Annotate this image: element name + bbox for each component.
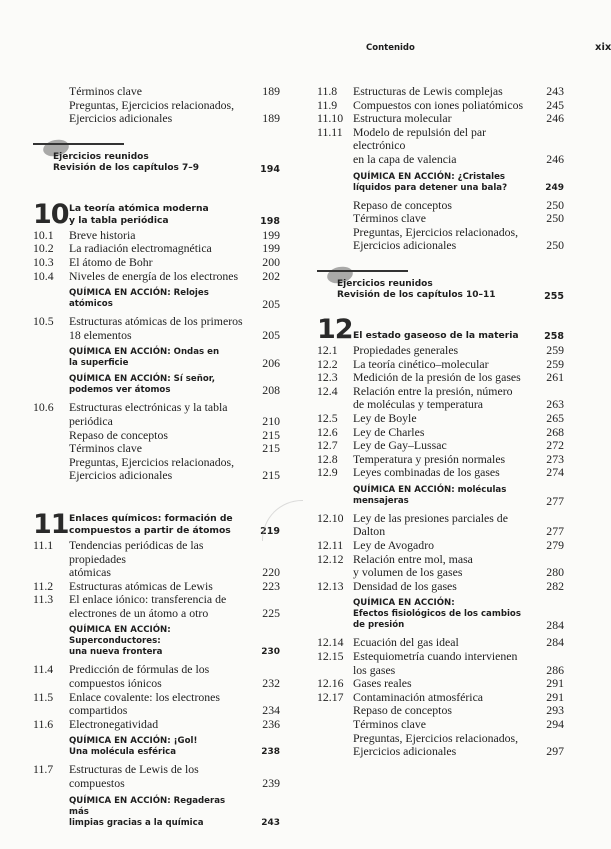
chapter-title — [69, 513, 246, 537]
toc-entry[interactable] — [317, 636, 564, 650]
entry-title: Ejercicios adicionales — [69, 468, 173, 483]
section-number: 11.9 — [317, 97, 338, 112]
page-number: 243 — [546, 84, 564, 98]
entry-title: Términos clave — [353, 717, 427, 731]
toc-entry[interactable] — [317, 539, 564, 553]
feature-title-line2: la superficie — [69, 358, 129, 369]
page-number: 273 — [546, 451, 564, 466]
toc-entry[interactable] — [317, 466, 564, 480]
entry-title: Preguntas, Ejercicios relacionados, — [353, 224, 519, 239]
entry-title: Repaso de conceptos — [69, 427, 168, 442]
page-number: 245 — [546, 97, 564, 112]
feature-title-line1: ¡Gol! — [170, 736, 198, 747]
section-number: 11.2 — [33, 578, 54, 593]
toc-entry[interactable] — [33, 329, 280, 343]
entry-title: Electronegatividad — [69, 716, 159, 731]
toc-entry[interactable] — [33, 229, 280, 243]
entry-title: compartidos — [69, 703, 128, 718]
page-number: 220 — [262, 565, 280, 580]
toc-entry[interactable] — [317, 126, 564, 153]
page-number: 246 — [546, 151, 564, 166]
toc-entry[interactable] — [33, 85, 280, 99]
heading-rule — [317, 270, 408, 272]
review-title-line2: Revisión de los capítulos 10–11 — [337, 290, 496, 301]
chapter-title-line1: Enlaces químicos: formación de — [69, 512, 233, 524]
page-number: 238 — [261, 747, 280, 758]
toc-entry[interactable] — [33, 704, 280, 718]
chapter-number: 12 — [317, 313, 353, 345]
page-number: 277 — [546, 493, 564, 508]
entry-title: Relación entre la presión, número — [353, 383, 513, 398]
entry-title: Ley de Charles — [353, 424, 425, 439]
section-number: 10.6 — [33, 400, 54, 415]
feature-title-line2: atómicos — [69, 299, 113, 310]
toc-entry[interactable] — [33, 469, 280, 483]
entry-title: Ecuación del gas ideal — [353, 635, 459, 650]
entry-title: Densidad de los gases — [353, 578, 457, 593]
entry-title: El enlace iónico: transferencia de — [69, 592, 227, 607]
chapter-title — [69, 203, 246, 227]
page-number: 277 — [546, 524, 564, 539]
toc-entry[interactable] — [317, 704, 564, 718]
page-number: 250 — [546, 238, 564, 253]
toc-entry[interactable] — [33, 677, 280, 691]
toc-entry[interactable] — [317, 650, 564, 664]
page-number: 293 — [546, 703, 564, 718]
section-number: 11.4 — [33, 662, 54, 677]
quimica-en-accion-entry[interactable] — [33, 374, 280, 396]
page-number: 198 — [260, 215, 280, 227]
feature-label: QUÍMICA EN ACCIÓN: — [69, 795, 171, 806]
feature-label: QUÍMICA EN ACCIÓN: — [69, 625, 171, 636]
page-number: 199 — [262, 227, 280, 242]
quimica-en-accion-entry[interactable] — [317, 598, 564, 631]
feature-title-line2: una nueva frontera — [69, 647, 163, 658]
section-number: 11.5 — [33, 689, 54, 704]
toc-entry[interactable] — [317, 512, 564, 539]
toc-entry[interactable] — [33, 315, 280, 329]
entry-title: Gases reales — [353, 676, 412, 691]
feature-label: QUÍMICA EN ACCIÓN: — [353, 598, 455, 609]
quimica-en-accion-entry[interactable] — [33, 625, 280, 658]
toc-entry[interactable] — [317, 553, 564, 567]
entry-title: Términos clave — [69, 84, 143, 98]
entry-title: Estructura molecular — [353, 111, 452, 126]
quimica-en-accion-entry[interactable] — [33, 796, 280, 829]
section-number: 12.11 — [317, 538, 344, 553]
toc-entry[interactable] — [33, 256, 280, 270]
page-number: 268 — [546, 424, 564, 439]
section-number: 11.3 — [33, 592, 54, 607]
feature-label: QUÍMICA EN ACCIÓN: — [69, 347, 171, 358]
section-number: 10.3 — [33, 254, 54, 269]
page-number: 189 — [262, 84, 280, 98]
entry-title: Estructuras de Lewis complejas — [353, 84, 503, 98]
feature-label: QUÍMICA EN ACCIÓN: — [69, 374, 171, 385]
entry-title: Medición de la presión de los gases — [353, 370, 521, 385]
entry-title: 18 elementos — [69, 327, 132, 342]
feature-label: QUÍMICA EN ACCIÓN: — [69, 736, 171, 747]
toc-entry[interactable] — [317, 153, 564, 167]
page-number: 199 — [262, 241, 280, 256]
section-number: 12.15 — [317, 649, 344, 664]
feature-title — [353, 485, 530, 507]
entry-title: Enlace covalente: los electrones — [69, 689, 220, 704]
review-title-line1: Ejercicios reunidos — [53, 151, 149, 162]
entry-title: Estructuras atómicas de los primeros — [69, 314, 243, 329]
entry-title: La radiación electromagnética — [69, 241, 212, 256]
entry-title: Términos clave — [69, 441, 143, 456]
section-number: 10.5 — [33, 314, 54, 329]
entry-title: Ley de Gay–Lussac — [353, 438, 447, 453]
section-number: 12.10 — [317, 510, 344, 525]
section-number: 12.16 — [317, 676, 344, 691]
review-exercises-heading[interactable] — [33, 152, 280, 175]
review-title — [53, 152, 246, 175]
toc-entry[interactable] — [33, 580, 280, 594]
running-title: Contenido — [366, 43, 415, 53]
section-number: 11.1 — [33, 537, 54, 552]
page-number: 250 — [546, 197, 564, 212]
entry-title: electrones de un átomo a otro — [69, 605, 209, 620]
heading-rule — [33, 143, 124, 145]
page-number: 286 — [546, 662, 564, 677]
toc-entry[interactable] — [317, 212, 564, 226]
toc-entry[interactable] — [317, 344, 564, 358]
toc-entry[interactable] — [317, 677, 564, 691]
feature-title-line2: limpias gracias a la química — [69, 817, 204, 828]
entry-title: El átomo de Bohr — [69, 254, 153, 269]
feature-title — [69, 736, 246, 758]
page-number: 189 — [262, 111, 280, 126]
chapter-title-line2: El estado gaseoso de la materia — [353, 329, 519, 341]
section-number: 12.14 — [317, 635, 344, 650]
toc-entry[interactable] — [33, 593, 280, 607]
toc-entry[interactable] — [317, 99, 564, 113]
page-number: 261 — [546, 370, 564, 385]
entry-title: Niveles de energía de los electrones — [69, 268, 239, 283]
page-number: 225 — [262, 605, 280, 620]
toc-entry[interactable] — [33, 763, 280, 790]
toc-entry[interactable] — [317, 239, 564, 253]
feature-title — [69, 625, 246, 658]
toc-entry[interactable] — [33, 691, 280, 705]
toc-entry[interactable] — [33, 99, 280, 113]
feature-title — [69, 347, 246, 369]
section-number: 12.2 — [317, 356, 338, 371]
page-number: 230 — [261, 647, 280, 658]
toc-entry[interactable] — [33, 242, 280, 256]
feature-title — [69, 796, 246, 829]
chapter-heading[interactable] — [33, 198, 280, 230]
page-number: 234 — [262, 703, 280, 718]
page-number: 208 — [262, 383, 280, 398]
entry-title: Contaminación atmosférica — [353, 689, 484, 704]
toc-entry[interactable] — [33, 429, 280, 443]
feature-title-line2: de presión — [353, 620, 405, 631]
page-number: 215 — [262, 427, 280, 442]
section-number: 12.6 — [317, 424, 338, 439]
review-exercises-heading[interactable] — [317, 279, 564, 302]
toc-entry[interactable] — [317, 732, 564, 746]
feature-label: QUÍMICA EN ACCIÓN: — [353, 171, 455, 182]
toc-entry[interactable] — [317, 718, 564, 732]
entry-title: Repaso de conceptos — [353, 197, 452, 212]
toc-entry[interactable] — [33, 566, 280, 580]
toc-entry[interactable] — [33, 442, 280, 456]
toc-entry[interactable] — [317, 371, 564, 385]
toc-entry[interactable] — [317, 745, 564, 759]
section-number: 12.4 — [317, 383, 338, 398]
feature-title-line1: Superconductores: — [69, 636, 161, 647]
page-number: 255 — [544, 290, 564, 302]
feature-label: QUÍMICA EN ACCIÓN: — [353, 484, 455, 495]
feature-label: QUÍMICA EN ACCIÓN: — [69, 288, 171, 299]
page-number: 215 — [262, 441, 280, 456]
page-number: 205 — [262, 297, 280, 312]
toc-entry[interactable] — [33, 607, 280, 621]
quimica-en-accion-entry[interactable] — [33, 736, 280, 758]
page-number: 232 — [262, 676, 280, 691]
entry-title: Temperatura y presión normales — [353, 451, 506, 466]
page-number: 259 — [546, 356, 564, 371]
feature-title-line2: podemos ver átomos — [69, 385, 171, 396]
page-number: 239 — [262, 776, 280, 791]
entry-title: Estructuras atómicas de Lewis — [69, 578, 213, 593]
chapter-number: 11 — [33, 508, 69, 540]
page-number: 291 — [546, 689, 564, 704]
section-number: 12.7 — [317, 438, 338, 453]
section-number: 11.8 — [317, 84, 338, 98]
quimica-en-accion-entry[interactable] — [317, 485, 564, 507]
page-number: 284 — [546, 618, 564, 633]
toc-entry[interactable] — [33, 270, 280, 284]
quimica-en-accion-entry[interactable] — [33, 288, 280, 310]
entry-title: Estequiometría cuando intervienen — [353, 649, 518, 664]
entry-title: Estructuras electrónicas y la tabla — [69, 400, 228, 415]
toc-entry[interactable] — [317, 691, 564, 705]
entry-title: Relación entre mol, masa — [353, 551, 473, 566]
page-number: 258 — [544, 330, 564, 342]
toc-entry[interactable] — [317, 385, 564, 399]
running-header — [366, 42, 611, 57]
section-number: 11.11 — [317, 124, 343, 139]
section-number: 12.3 — [317, 370, 338, 385]
chapter-title — [353, 330, 530, 342]
toc-entry[interactable] — [317, 566, 564, 580]
entry-title: y volumen de los gases — [353, 565, 463, 580]
section-number: 11.7 — [33, 762, 54, 777]
page-number: 210 — [262, 413, 280, 428]
quimica-en-accion-entry[interactable] — [33, 347, 280, 369]
section-number: 10.1 — [33, 227, 54, 242]
page-number: 243 — [261, 817, 280, 828]
entry-title: Tendencias periódicas de las propiedades — [69, 537, 204, 566]
page-number: 206 — [262, 356, 280, 371]
section-number: 11.6 — [33, 716, 54, 731]
toc-entry[interactable] — [317, 199, 564, 213]
feature-title — [69, 374, 246, 396]
entry-title: Preguntas, Ejercicios relacionados, — [69, 454, 235, 469]
page-number: 200 — [262, 254, 280, 269]
page-number: 250 — [546, 211, 564, 226]
page-number: 265 — [546, 410, 564, 425]
review-title — [337, 279, 530, 302]
toc-entry[interactable] — [33, 401, 280, 415]
toc-entry[interactable] — [317, 112, 564, 126]
page-number: 202 — [262, 268, 280, 283]
toc-column-left — [33, 85, 280, 834]
page-number: 236 — [262, 716, 280, 731]
page-number: 263 — [546, 397, 564, 412]
page-number: 205 — [262, 327, 280, 342]
toc-entry[interactable] — [33, 718, 280, 732]
toc-entry[interactable] — [317, 358, 564, 372]
page-number: 297 — [546, 744, 564, 759]
review-title-line2: Revisión de los capítulos 7–9 — [53, 163, 200, 174]
entry-title: Preguntas, Ejercicios relacionados, — [353, 730, 519, 745]
feature-title-line2: Una molécula esférica — [69, 747, 177, 758]
entry-title: atómicas — [69, 565, 111, 580]
feature-title — [353, 598, 530, 631]
entry-title: en la capa de valencia — [353, 151, 457, 166]
entry-title: Estructuras de Lewis de los compuestos — [69, 762, 199, 791]
quimica-en-accion-entry[interactable] — [317, 172, 564, 194]
toc-entry[interactable] — [317, 439, 564, 453]
entry-title: Predicción de fórmulas de los — [69, 662, 210, 677]
entry-title: Preguntas, Ejercicios relacionados, — [69, 97, 235, 112]
toc-entry[interactable] — [317, 664, 564, 678]
page-number: 259 — [546, 342, 564, 357]
entry-title: Ley de Boyle — [353, 410, 417, 425]
toc-entry[interactable] — [317, 453, 564, 467]
entry-title: Propiedades generales — [353, 342, 459, 357]
page-number: 291 — [546, 676, 564, 691]
page-number: 284 — [546, 635, 564, 650]
chapter-heading[interactable] — [33, 508, 280, 540]
entry-title: Ley de las presiones parciales de Dalton — [353, 510, 508, 539]
section-number: 12.8 — [317, 451, 338, 466]
page-folio: xix — [595, 42, 611, 53]
feature-title-line1: Efectos fisiológicos de los cambios — [353, 609, 521, 620]
entry-title: de moléculas y temperatura — [353, 397, 484, 412]
entry-title: periódica — [69, 413, 113, 428]
section-number: 10.2 — [33, 241, 54, 256]
toc-entry[interactable] — [33, 663, 280, 677]
page-number: 294 — [546, 717, 564, 731]
entry-title: Breve historia — [69, 227, 136, 242]
chapter-title-line2: compuestos a partir de átomos — [69, 524, 231, 536]
chapter-heading[interactable] — [317, 313, 564, 345]
entry-title: compuestos iónicos — [69, 676, 162, 691]
entry-title: Ley de Avogadro — [353, 538, 435, 553]
toc-entry[interactable] — [33, 456, 280, 470]
toc-entry[interactable] — [317, 412, 564, 426]
feature-title — [69, 288, 246, 310]
section-number: 11.10 — [317, 111, 344, 126]
feature-title-line1: Ondas en — [170, 347, 220, 358]
toc-entry[interactable] — [317, 580, 564, 594]
toc-entry[interactable] — [317, 398, 564, 412]
chapter-title-line1: La teoría atómica moderna — [69, 202, 209, 214]
page-number: 249 — [545, 182, 564, 193]
toc-entry[interactable] — [317, 426, 564, 440]
page-number: 219 — [260, 525, 280, 537]
toc-entry[interactable] — [33, 112, 280, 126]
feature-title-line2: mensajeras — [353, 495, 409, 506]
feature-title-line1: Regaderas más — [69, 795, 226, 817]
section-number: 12.17 — [317, 689, 344, 704]
page-number: 223 — [262, 578, 280, 593]
entry-title: Repaso de conceptos — [353, 703, 452, 718]
section-number: 12.13 — [317, 578, 344, 593]
section-number: 12.5 — [317, 410, 338, 425]
page-number: 246 — [546, 111, 564, 126]
entry-title: Ejercicios adicionales — [69, 111, 173, 126]
review-title-line1: Ejercicios reunidos — [337, 278, 433, 289]
entry-title: Ejercicios adicionales — [353, 238, 457, 253]
feature-title-line1: Sí señor, — [170, 374, 215, 385]
toc-entry[interactable] — [33, 415, 280, 429]
page-number: 282 — [546, 578, 564, 593]
feature-title-line1: Relojes — [170, 288, 209, 299]
chapter-number: 10 — [33, 198, 69, 230]
entry-title: Leyes combinadas de los gases — [353, 465, 500, 480]
page-number: 280 — [546, 565, 564, 580]
toc-entry[interactable] — [33, 539, 280, 566]
feature-title-line1: ¿Cristales — [454, 171, 506, 182]
page-number: 279 — [546, 538, 564, 553]
page-number: 272 — [546, 438, 564, 453]
chapter-title-line2: y la tabla periódica — [69, 214, 169, 226]
entry-title: La teoría cinético–molecular — [353, 356, 489, 371]
entry-title: los gases — [353, 662, 396, 677]
toc-entry[interactable] — [317, 226, 564, 240]
entry-title: Términos clave — [353, 211, 427, 226]
page-number: 215 — [262, 468, 280, 483]
feature-title-line2: líquidos para detener una bala? — [353, 182, 508, 193]
section-number: 12.1 — [317, 342, 338, 357]
page-number: 274 — [546, 465, 564, 480]
section-number: 12.12 — [317, 551, 344, 566]
entry-title: Compuestos con iones poliatómicos — [353, 97, 524, 112]
toc-entry[interactable] — [317, 85, 564, 99]
page-number: 194 — [260, 163, 280, 175]
toc-column-right — [317, 85, 564, 759]
entry-title: Modelo de repulsión del par electrónico — [353, 124, 487, 153]
section-number: 12.9 — [317, 465, 338, 480]
feature-title — [353, 172, 530, 194]
feature-title-line1: moléculas — [454, 484, 507, 495]
entry-title: Ejercicios adicionales — [353, 744, 457, 759]
section-number: 10.4 — [33, 268, 54, 283]
